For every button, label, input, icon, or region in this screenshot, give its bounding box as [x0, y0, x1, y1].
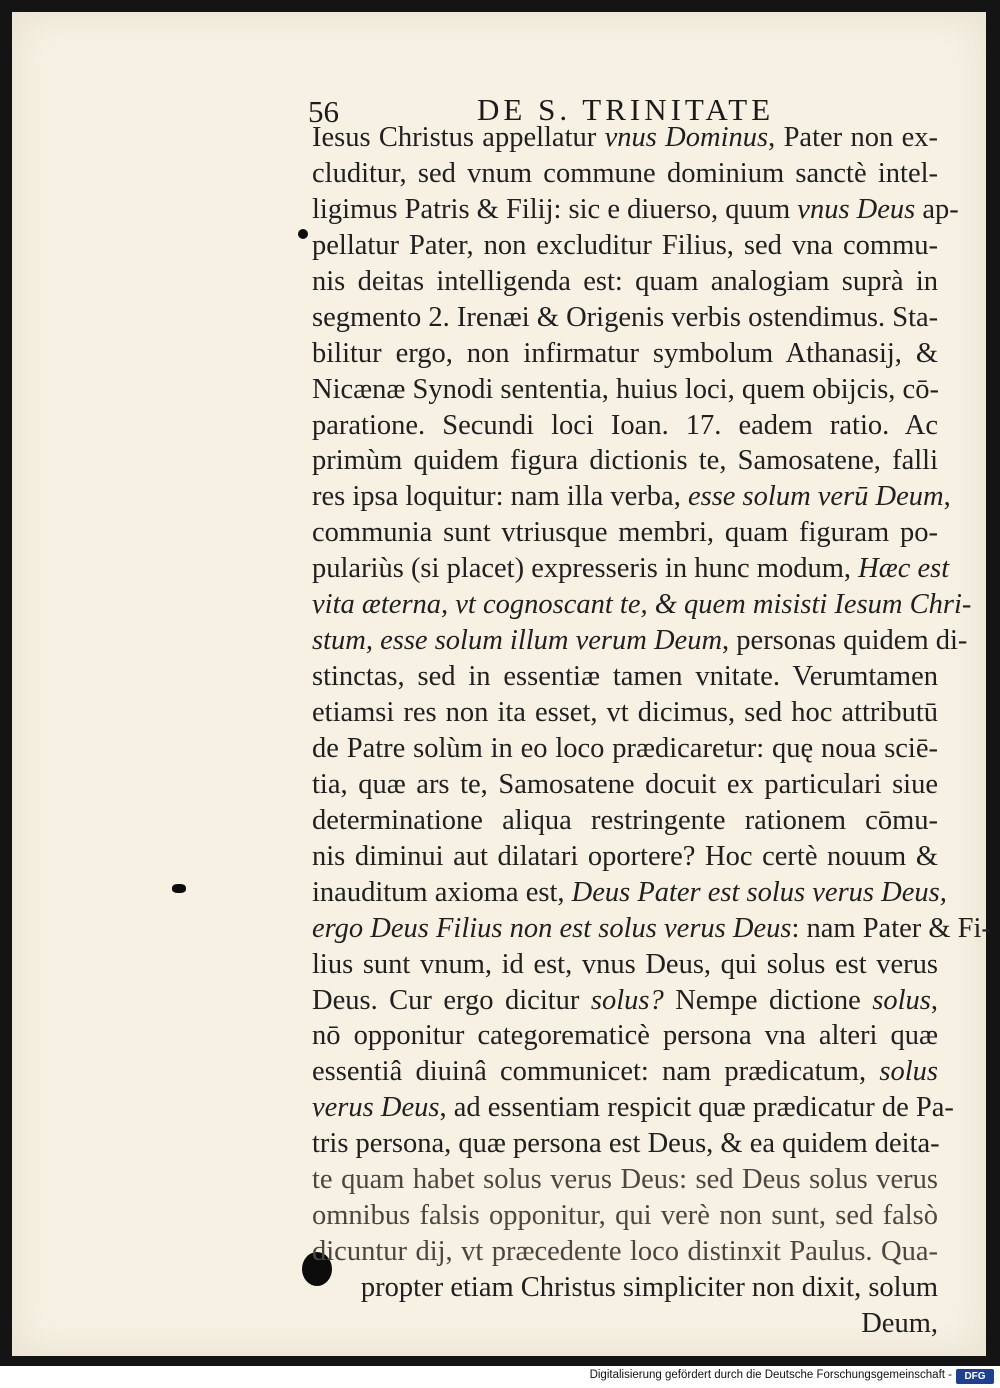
funding-credit: Digitalisierung gefördert durch die Deutsche Forschungsgemeinschaft -	[589, 1369, 952, 1381]
text-line: vita æterna, vt cognoscant te, & quem misisti Iesum Chri-	[312, 589, 972, 621]
body-text	[312, 120, 991, 1342]
dfg-logo-icon: DFG	[956, 1369, 994, 1384]
text-line: tia, quæ ars te, Samosatene docuit ex particulari siue	[312, 768, 938, 800]
text-line: essentiâ diuinâ communicet: nam prædicatum, solus	[312, 1056, 938, 1088]
text-line: inauditum axioma est, Deus Pater est solus verus Deus,	[312, 876, 947, 908]
text-line: pellatur Pater, non excluditur Filius, sed vna commu-	[312, 229, 938, 261]
text-line: bilitur ergo, non infirmatur symbolum Athanasij, &	[312, 337, 938, 369]
text-line: lius sunt vnum, id est, vnus Deus, qui solus est verus	[312, 948, 938, 980]
text-line: nis deitas intelligenda est: quam analogiam suprà in	[312, 265, 938, 297]
text-line: omnibus falsis opponitur, qui verè non sunt, sed falsò	[312, 1200, 938, 1232]
text-line: de Patre solùm in eo loco prædicaretur: quę noua sciē-	[312, 732, 938, 764]
text-line: ligimus Patris & Filij: sic e diuerso, quum vnus Deus ap-	[312, 193, 959, 225]
text-line: propter etiam Christus simpliciter non dixit, solum	[360, 1272, 938, 1303]
text-line: paratione. Secundi loci Ioan. 17. eadem ratio. Ac	[312, 409, 938, 441]
running-title: DE S. TRINITATE	[477, 92, 775, 127]
text-line: nō opponitur categorematicè persona vna alteri quæ	[312, 1020, 938, 1052]
text-line: nis diminui aut dilatari oportere? Hoc certè nouum &	[312, 840, 938, 872]
text-line: stum, esse solum illum verum Deum, personas quidem di-	[312, 625, 968, 657]
text-line: tris persona, quæ persona est Deus, & ea quidem deita-	[312, 1128, 940, 1160]
page-number: 56	[308, 94, 339, 129]
text-line: te quam habet solus verus Deus: sed Deus solus verus	[312, 1164, 938, 1196]
text-line: stinctas, sed in essentiæ tamen vnitate. Verumtamen	[312, 661, 938, 693]
text-line: determinatione aliqua restringente rationem cōmu-	[312, 804, 938, 836]
text-line: ergo Deus Filius non est solus verus Deus: nam Pater & Fi-	[312, 912, 991, 944]
text-line: primùm quidem figura dictionis te, Samosatene, falli	[312, 445, 938, 477]
text-line: Iesus Christus appellatur vnus Dominus, Pater non ex-	[312, 122, 938, 153]
text-line: communia sunt vtriusque membri, quam figuram po-	[312, 517, 938, 549]
text-line: dicuntur dij, vt præcedente loco distinxit Paulus. Qua-	[312, 1236, 938, 1268]
ink-dot-mark	[298, 229, 308, 239]
ink-blot-mark	[172, 884, 186, 893]
text-line: cluditur, sed vnum commune dominium sanctè intel-	[312, 157, 938, 189]
text-line: pulariùs (si placet) expresseris in hunc modum, Hæc est	[312, 553, 950, 585]
text-line: segmento 2. Irenæi & Origenis verbis ostendimus. Sta-	[312, 301, 939, 333]
text-line: res ipsa loquitur: nam illa verba, esse solum verū Deum	[312, 481, 944, 513]
text-line: etiamsi res non ita esset, vt dicimus, sed hoc attributū	[312, 697, 938, 728]
text-line: Nicænæ Synodi sententia, huius loci, quem obijcis, cō-	[312, 373, 939, 405]
text-line: Deus. Cur ergo dicitur solus? Nempe dictione solus,	[312, 984, 938, 1016]
text-line: verus Deus, ad essentiam respicit quæ prædicatur de Pa-	[312, 1092, 954, 1124]
catchword: Deum,	[861, 1307, 938, 1339]
footer-bar	[0, 1366, 1000, 1388]
